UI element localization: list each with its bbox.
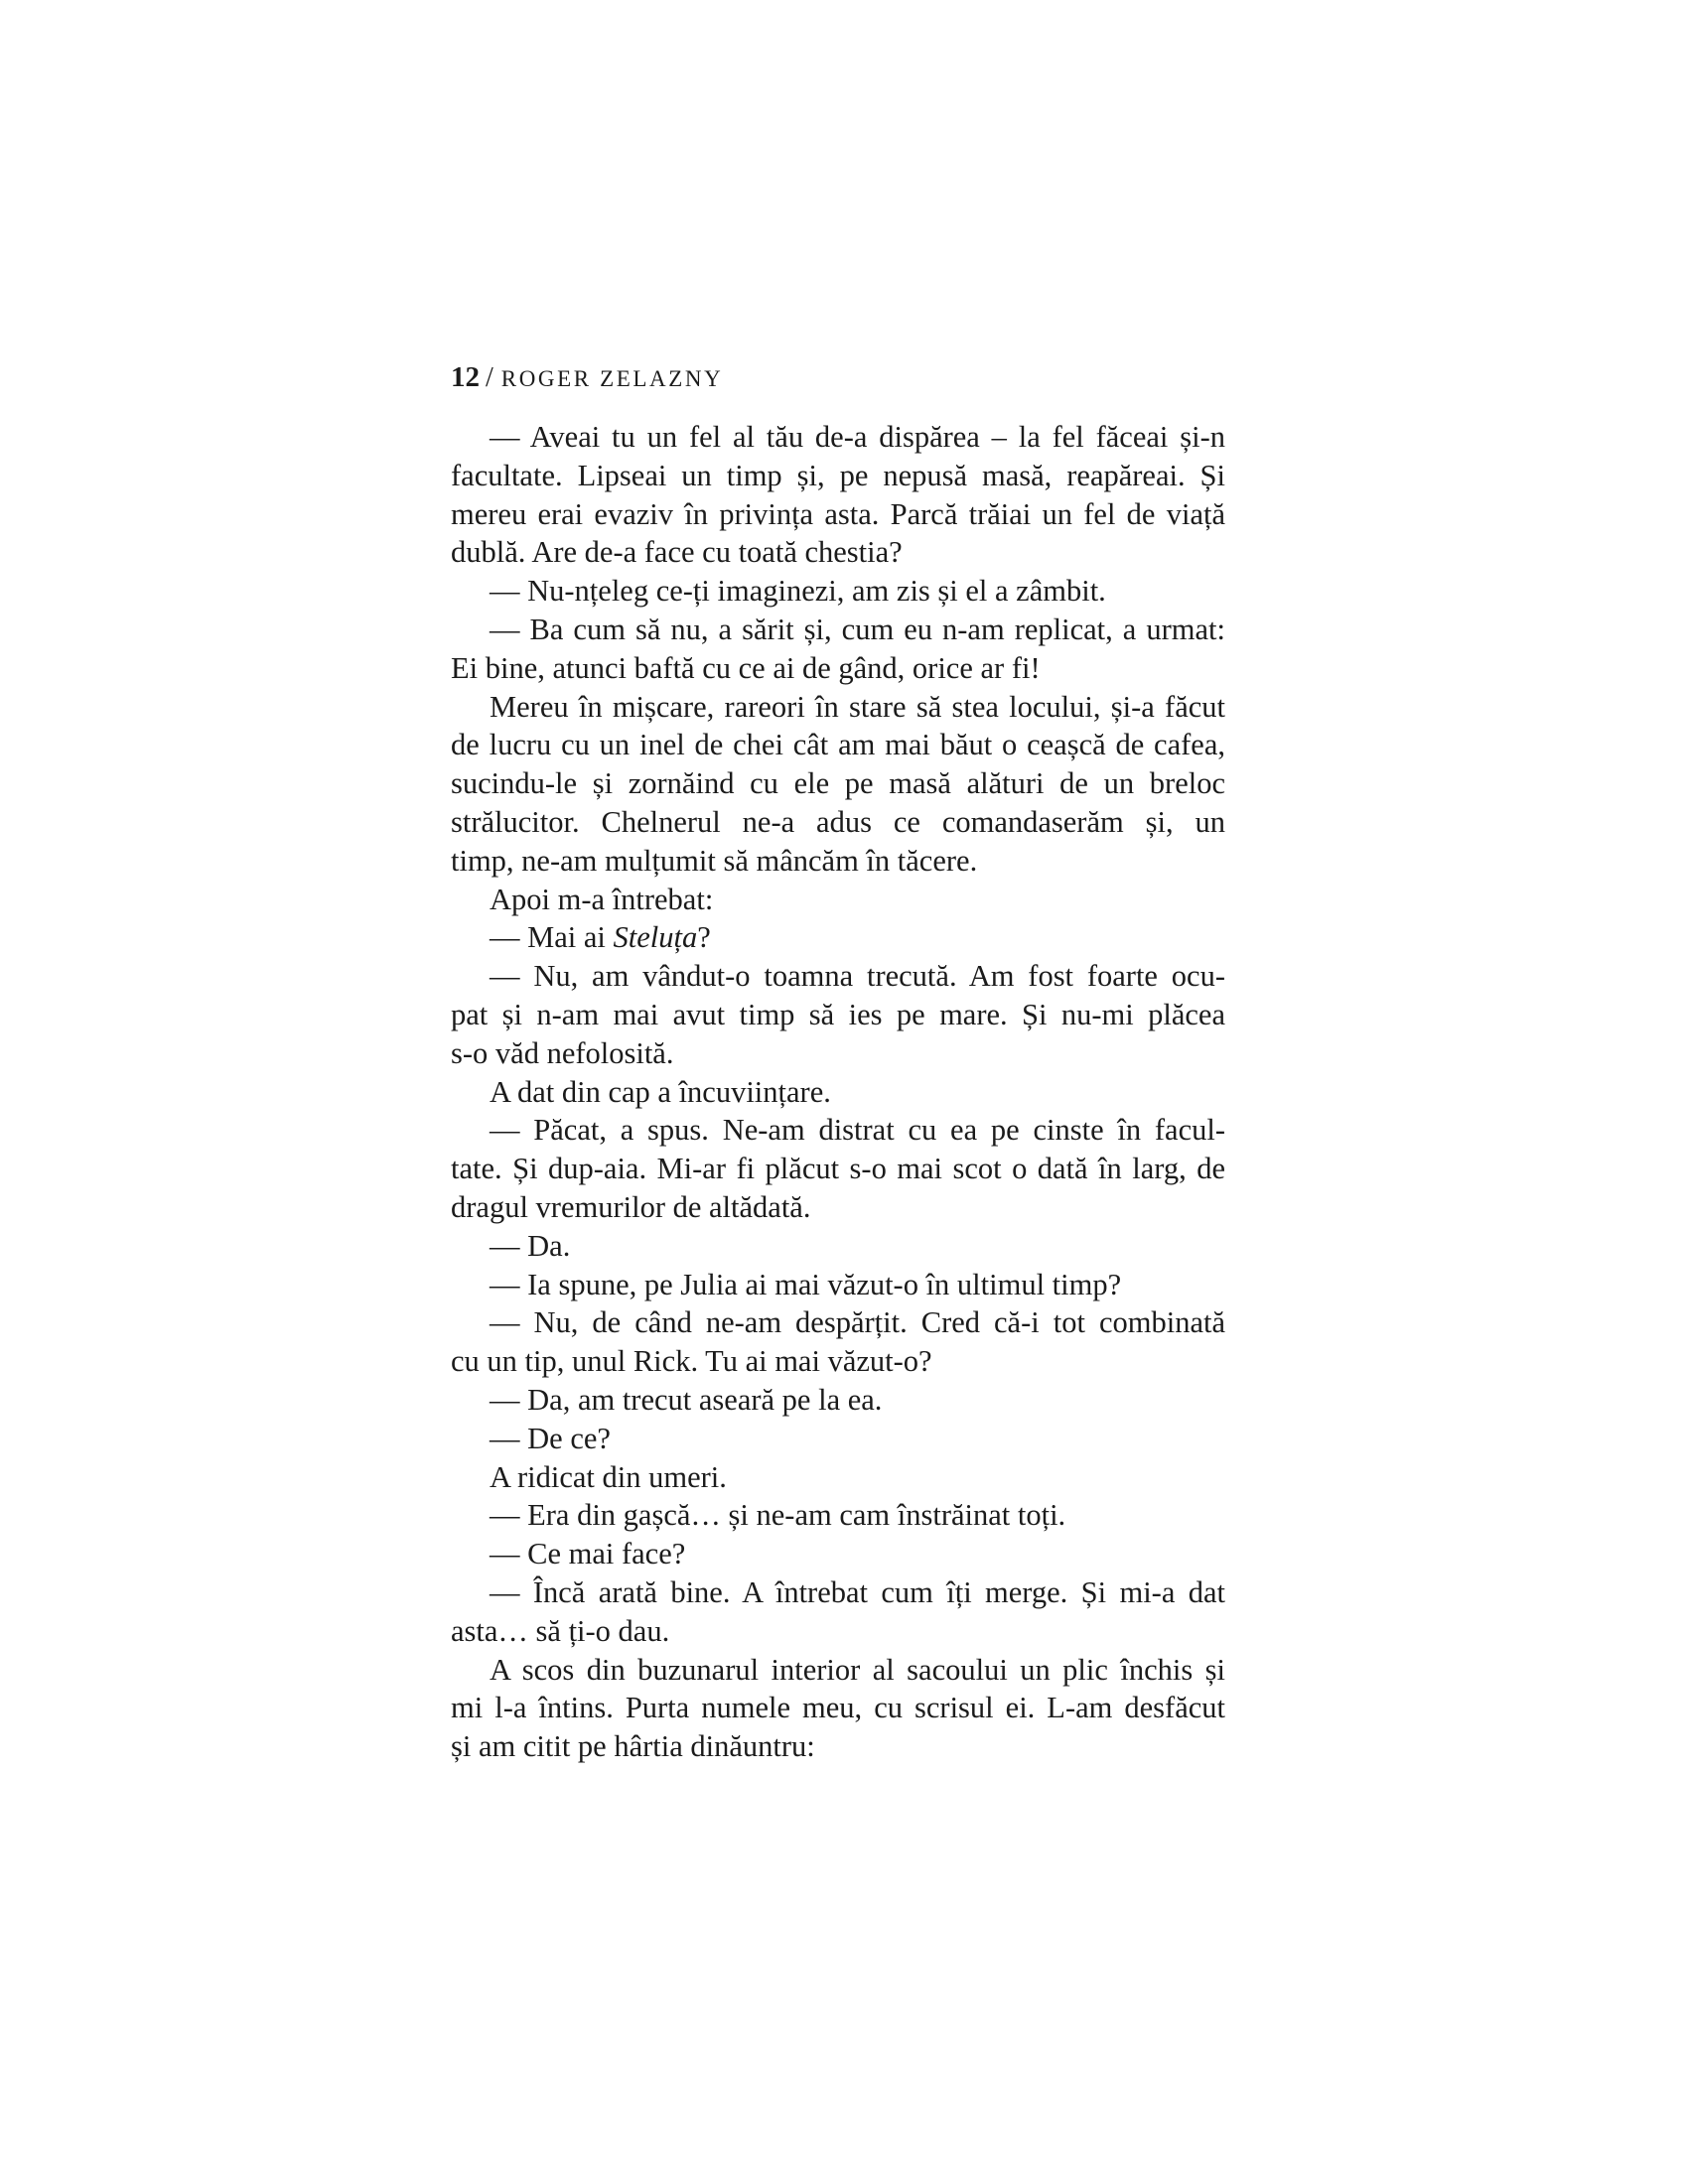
boat-name: Steluța	[613, 920, 698, 955]
body-text	[451, 418, 1225, 1766]
running-head	[451, 359, 723, 395]
text-line: mi l-a întins. Purta numele meu, cu scrisul ei. L-am desfăcut	[451, 1691, 1225, 1725]
text-segment: ?	[697, 920, 711, 955]
text-line: — Păcat, a spus. Ne-am distrat cu ea pe cinste în facul-	[490, 1113, 1225, 1148]
page-number: 12	[451, 361, 480, 393]
text-line	[451, 918, 1225, 957]
text-line: dragul vremurilor de altădată.	[451, 1189, 811, 1224]
text-line: Ei bine, atunci baftă cu ce ai de gând, orice ar fi!	[451, 650, 1041, 685]
text-line: facultate. Lipseai un timp și, pe nepusă masă, reapăreai. Și	[451, 458, 1225, 492]
text-line: cu un tip, unul Rick. Tu ai mai văzut-o?	[451, 1344, 932, 1379]
text-line: pat și n-am mai avut timp să ies pe mare. Și nu-mi plăcea	[451, 997, 1225, 1031]
text-line: Apoi m-a întrebat:	[490, 882, 714, 916]
text-segment: — Mai ai	[490, 920, 614, 955]
text-line: A ridicat din umeri.	[490, 1459, 727, 1494]
text-line: Mereu în mișcare, rareori în stare să stea locului, și-a făcut	[490, 689, 1225, 724]
text-line: — Nu, am vândut-o toamna trecută. Am fost foarte ocu-	[490, 959, 1225, 994]
author-name: ROGER ZELAZNY	[500, 366, 724, 391]
text-line: dublă. Are de-a face cu toată chestia?	[451, 535, 903, 570]
text-line: — Ia spune, pe Julia ai mai văzut-o în ultimul timp?	[490, 1267, 1122, 1301]
text-line: — Ce mai face?	[490, 1537, 686, 1571]
text-line: — Da.	[490, 1228, 571, 1263]
text-line: strălucitor. Chelnerul ne-a adus ce comandaserăm și, un	[451, 804, 1225, 839]
text-line: — Nu-nțeleg ce-ți imaginezi, am zis și el a zâmbit.	[490, 574, 1106, 609]
text-line: — De ce?	[490, 1421, 611, 1455]
text-line: mereu erai evaziv în privința asta. Parcă trăiai un fel de viață	[451, 496, 1225, 531]
text-line: de lucru cu un inel de chei cât am mai băut o ceașcă de cafea,	[451, 728, 1225, 762]
text-line: — Da, am trecut aseară pe la ea.	[490, 1382, 883, 1417]
text-line: A dat din cap a încuviințare.	[490, 1074, 831, 1109]
text-line: timp, ne-am mulțumit să mâncăm în tăcere.	[451, 843, 978, 878]
text-line: — Încă arată bine. A întrebat cum îți merge. Și mi-a dat	[490, 1574, 1225, 1609]
text-line: sucindu-le și zornăind cu ele pe masă alături de un breloc	[451, 766, 1225, 801]
text-line: tate. Și dup-aia. Mi-ar fi plăcut s-o mai scot o dată în larg, de	[451, 1152, 1225, 1186]
header-separator: /	[486, 362, 493, 393]
text-line: și am citit pe hârtia dinăuntru:	[451, 1729, 815, 1764]
text-line: s-o văd nefolosită.	[451, 1035, 674, 1070]
text-line: — Ba cum să nu, a sărit și, cum eu n-am replicat, a urmat:	[490, 612, 1225, 646]
text-line: — Era din gașcă… și ne-am cam înstrăinat toți.	[490, 1498, 1066, 1533]
text-line: — Aveai tu un fel al tău de-a dispărea – la fel făceai și-n	[490, 420, 1225, 454]
text-line: — Nu, de când ne-am despărțit. Cred că-i tot combinată	[490, 1305, 1225, 1340]
text-line: A scos din buzunarul interior al sacoului un plic închis și	[490, 1652, 1225, 1687]
text-line: asta… să ți-o dau.	[451, 1613, 670, 1648]
